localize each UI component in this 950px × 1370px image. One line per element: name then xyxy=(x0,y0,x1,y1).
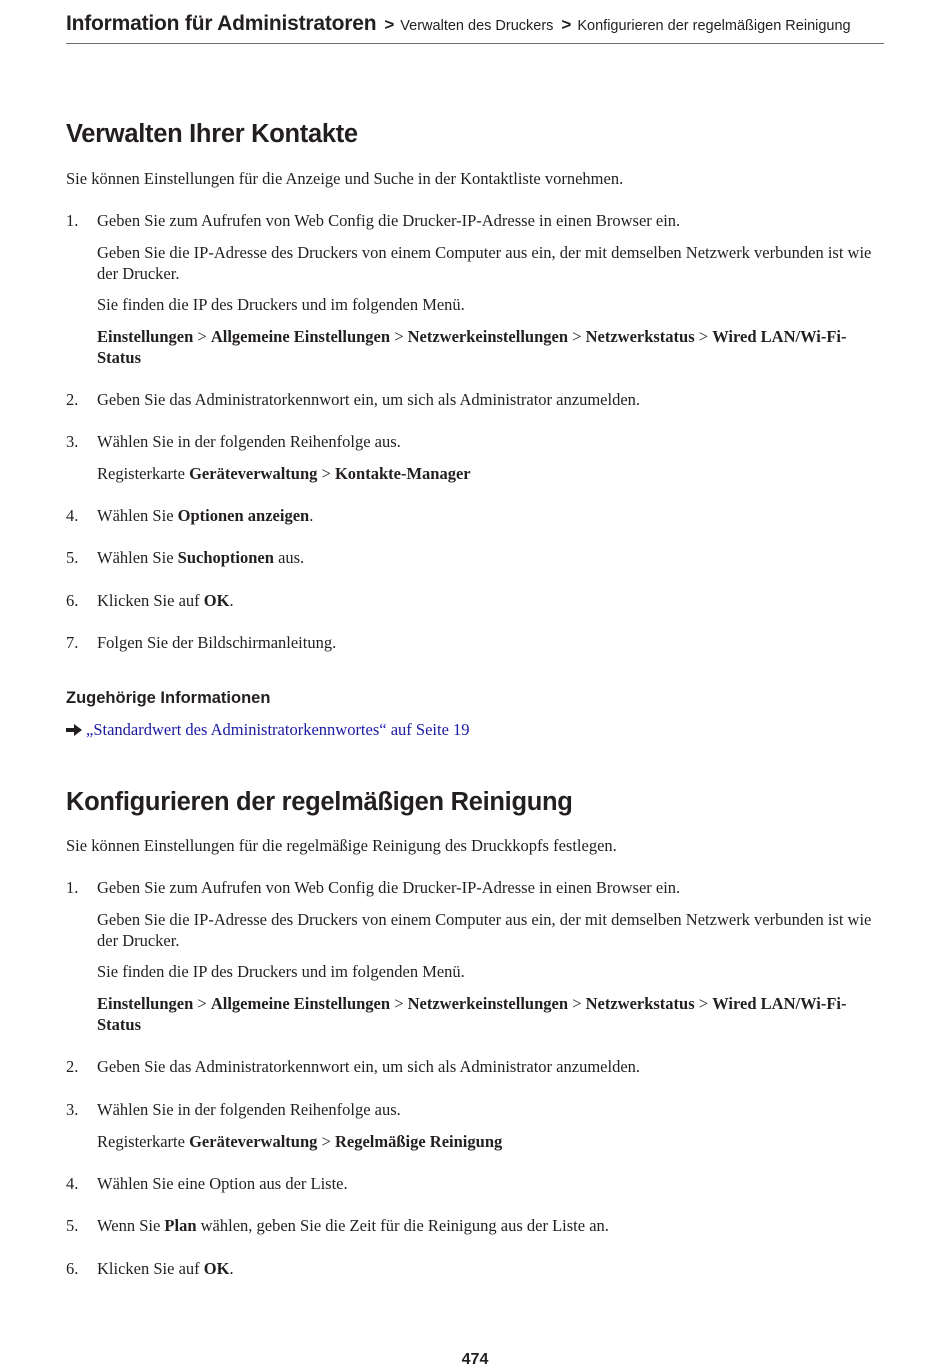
menu-path: Einstellungen > Allgemeine Einstellungen > Netzwerkeinstellungen > Netzwerkstatus > Wired LAN/Wi-Fi-Status xyxy=(97,327,847,367)
option-label: Optionen anzeigen xyxy=(177,506,310,525)
step-number: 2. xyxy=(66,390,79,409)
menu-item: Netzwerkeinstellungen xyxy=(407,327,569,346)
section-title-reinigung: Konfigurieren der regelmäßigen Reinigung xyxy=(66,788,573,816)
menu-item: Wired LAN/Wi-Fi-Status xyxy=(97,327,847,367)
step-text: Wählen Sie xyxy=(97,506,174,525)
related-info-link-text[interactable]: „Standardwert des Administratorkennwortes“ auf Seite 19 xyxy=(86,720,470,739)
step-number: 2. xyxy=(66,1057,79,1076)
menu-prefix: Registerkarte xyxy=(97,1132,185,1151)
step-text: Wählen Sie in der folgenden Reihenfolge aus. xyxy=(97,1100,401,1119)
step-text-end: . xyxy=(229,1259,234,1278)
step-number: 1. xyxy=(66,211,79,230)
menu-item: Geräteverwaltung xyxy=(189,464,318,483)
menu-item: Einstellungen xyxy=(97,327,194,346)
menu-item: Netzwerkstatus xyxy=(585,994,695,1013)
step-text: Wenn Sie xyxy=(97,1216,161,1235)
step-number: 7. xyxy=(66,633,79,652)
menu-path: Registerkarte Geräteverwaltung > Regelmäßige Reinigung xyxy=(97,1132,503,1151)
step-text: Geben Sie zum Aufrufen von Web Config die Drucker-IP-Adresse in einen Browser ein. xyxy=(97,211,681,230)
menu-item: Regelmäßige Reinigung xyxy=(334,1132,503,1151)
step-text: Wählen Sie xyxy=(97,548,174,567)
step-text: Wählen Sie eine Option aus der Liste. xyxy=(97,1174,348,1193)
menu-item: Einstellungen xyxy=(97,994,194,1013)
menu-path: Einstellungen > Allgemeine Einstellungen > Netzwerkeinstellungen > Netzwerkstatus > Wired LAN/Wi-Fi-Status xyxy=(97,994,847,1034)
step-text-end: . xyxy=(309,506,314,525)
step-note: Sie finden die IP des Druckers und im folgenden Menü. xyxy=(97,295,465,314)
breadcrumb-separator: > xyxy=(561,15,572,34)
menu-prefix: Registerkarte xyxy=(97,464,185,483)
step-number: 3. xyxy=(66,1100,79,1119)
option-label: Plan xyxy=(164,1216,197,1235)
step-text: Geben Sie das Administratorkennwort ein, um sich als Administrator anzumelden. xyxy=(97,1057,641,1076)
step-note: Geben Sie die IP-Adresse des Druckers von einem Computer aus ein, der mit demselben Netzwerk verbunden ist wie der Drucker. xyxy=(97,243,872,283)
step-text: Geben Sie das Administratorkennwort ein, um sich als Administrator anzumelden. xyxy=(97,390,641,409)
button-label-ok: OK xyxy=(203,1259,230,1278)
menu-item: Allgemeine Einstellungen xyxy=(210,327,391,346)
step-number: 6. xyxy=(66,591,79,610)
menu-path: Registerkarte Geräteverwaltung > Kontakte-Manager xyxy=(97,464,471,483)
breadcrumb-separator: > xyxy=(384,15,395,34)
menu-item: Netzwerkeinstellungen xyxy=(407,994,569,1013)
menu-item: Geräteverwaltung xyxy=(189,1132,318,1151)
step-text: Klicken Sie auf xyxy=(97,1259,200,1278)
step-number: 3. xyxy=(66,432,79,451)
breadcrumb-main: Information für Administratoren xyxy=(66,12,377,35)
step-number: 1. xyxy=(66,878,79,897)
menu-item: Netzwerkstatus xyxy=(585,327,695,346)
breadcrumb-item-verwalten: Verwalten des Druckers xyxy=(400,18,554,34)
step-text-end: aus. xyxy=(273,548,305,567)
page-number: 474 xyxy=(461,1351,489,1368)
step-text: Klicken Sie auf xyxy=(97,591,200,610)
related-info-heading: Zugehörige Informationen xyxy=(66,689,271,707)
arrow-right-icon xyxy=(66,724,82,736)
section-title-kontakte: Verwalten Ihrer Kontakte xyxy=(66,120,358,148)
step-number: 5. xyxy=(66,548,79,567)
menu-item: Wired LAN/Wi-Fi-Status xyxy=(97,994,847,1034)
step-text-end: wählen, geben Sie die Zeit für die Reinigung aus der Liste an. xyxy=(196,1216,609,1235)
button-label-ok: OK xyxy=(203,591,230,610)
breadcrumb xyxy=(66,12,884,44)
menu-item: Kontakte-Manager xyxy=(334,464,471,483)
section-intro: Sie können Einstellungen für die regelmäßige Reinigung des Druckkopfs festlegen. xyxy=(66,836,617,855)
document-page xyxy=(66,0,884,1370)
breadcrumb-item-reinigung: Konfigurieren der regelmäßigen Reinigung xyxy=(577,18,851,34)
step-number: 5. xyxy=(66,1216,79,1235)
step-note: Sie finden die IP des Druckers und im folgenden Menü. xyxy=(97,962,465,981)
step-text-end: . xyxy=(229,591,234,610)
step-number: 4. xyxy=(66,506,79,525)
step-number: 6. xyxy=(66,1259,79,1278)
section-intro: Sie können Einstellungen für die Anzeige und Suche in der Kontaktliste vornehmen. xyxy=(66,169,624,188)
step-text: Wählen Sie in der folgenden Reihenfolge aus. xyxy=(97,432,401,451)
related-info-link[interactable] xyxy=(66,719,470,740)
option-label: Suchoptionen xyxy=(177,548,274,567)
menu-item: Allgemeine Einstellungen xyxy=(210,994,391,1013)
step-note: Geben Sie die IP-Adresse des Druckers von einem Computer aus ein, der mit demselben Netzwerk verbunden ist wie der Drucker. xyxy=(97,910,872,950)
step-text: Geben Sie zum Aufrufen von Web Config die Drucker-IP-Adresse in einen Browser ein. xyxy=(97,878,681,897)
step-text: Folgen Sie der Bildschirmanleitung. xyxy=(97,633,337,652)
step-number: 4. xyxy=(66,1174,79,1193)
